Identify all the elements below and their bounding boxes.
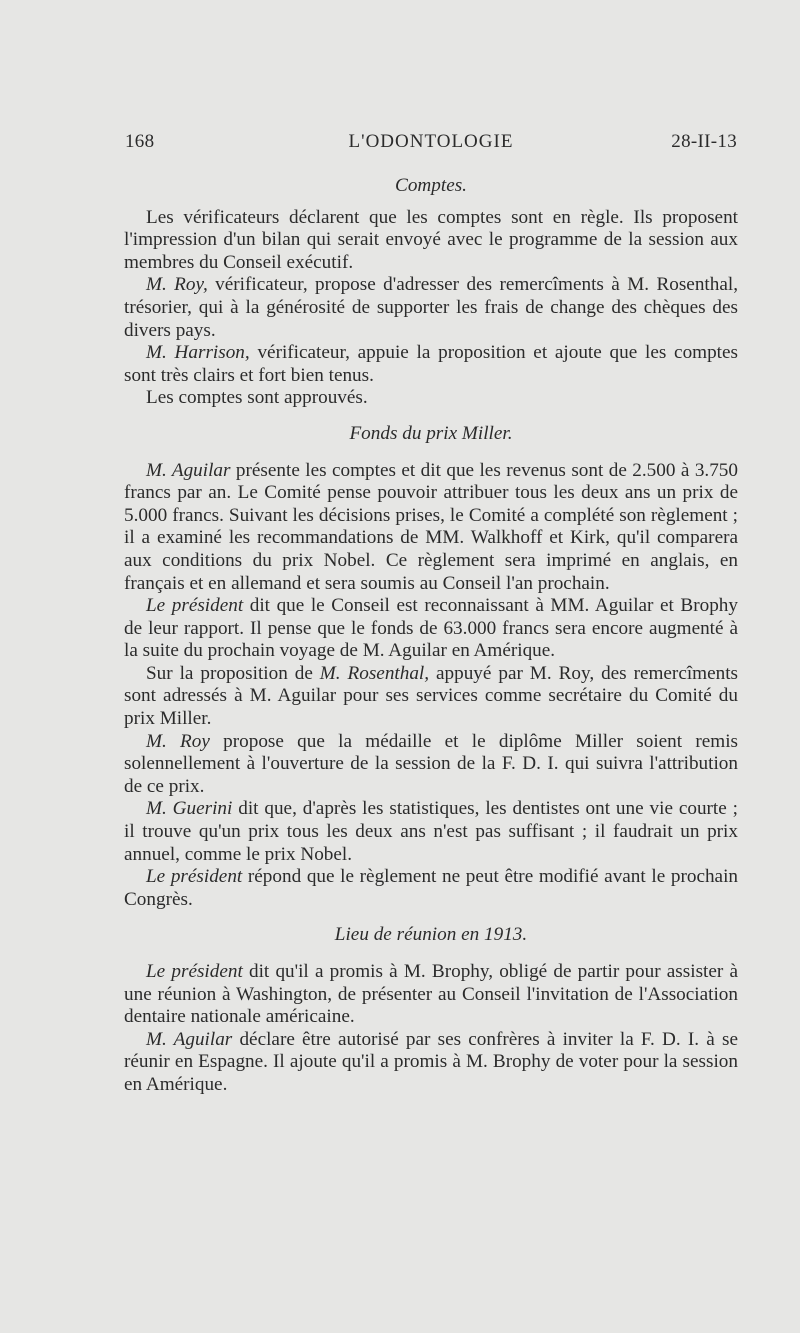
paragraph-text: dit qu'il a promis à M. Brophy, obligé de partir pour assister à une réunion à Washington, de présenter au Conseil l'invitation de l'Association dentaire nationale américaine. [124, 961, 738, 1028]
paragraph-text: vérificateur, propose d'adresser des remercîments à M. Rosenthal, trésorier, qui à la générosité de supporter les frais de change des chèques des divers pays. [124, 274, 738, 341]
paragraph-text: dit que, d'après les statistiques, les dentistes ont une vie courte ; il trouve qu'un prix tous les deux ans n'est pas suffisant ; il faudrait un prix annuel, comme le prix Nobel. [124, 798, 738, 865]
section-heading-lieu-reunion: Lieu de réunion en 1913. [334, 924, 528, 946]
paragraph [124, 595, 738, 663]
speaker-name: M. Aguilar [146, 1028, 233, 1050]
paragraph [124, 274, 738, 342]
paragraph [124, 866, 738, 911]
speaker-name: M. Roy [146, 730, 210, 752]
running-header [125, 131, 737, 161]
paragraph-text: déclare être autorisé par ses confrères à inviter la F. D. I. à se réunir en Espagne. Il ajoute qu'il a promis à M. Brophy de voter pour la session en Amérique. [124, 1028, 738, 1095]
paragraph [124, 1029, 738, 1097]
paragraph [124, 663, 738, 731]
paragraph-text: propose que la médaille et le diplôme Miller soient remis solennellement à l'ouverture de la session de la F. D. I. qui suivra l'attribution de ce prix. [124, 730, 738, 797]
paragraph-text: Sur la proposition de [146, 662, 320, 684]
page-number: 168 [125, 131, 155, 152]
paragraph [124, 961, 738, 1029]
section-heading-comptes: Comptes. [395, 175, 467, 196]
paragraph [124, 731, 738, 799]
speaker-name: Le président [146, 595, 244, 617]
speaker-name: M. Roy, [146, 274, 208, 296]
speaker-name: M. Rosenthal, [319, 662, 430, 684]
speaker-name: Le président [146, 961, 243, 982]
journal-title: L'ODONTOLOGIE [348, 131, 514, 152]
speaker-name: Le président [146, 866, 243, 888]
paragraph [124, 342, 738, 387]
page-body [124, 172, 738, 1097]
speaker-name: M. Harrison, [146, 342, 250, 364]
paragraph-text: présente les comptes et dit que les revenus sont de 2.500 à 3.750 francs par an. Le Comité pense pouvoir attribuer tous les deux ans un prix de 5.000 francs. Suivant les décisions prises, le Comité a complété son règlement ; il a examiné les recommandations de MM. Walkhoff et Kirk, qu'il comparera aux conditions du prix Nobel. Ce règlement sera imprimé en anglais, en français et en allemand et sera soumis au Conseil l'an prochain. [124, 459, 738, 594]
speaker-name: M. Guerini [146, 798, 233, 820]
speaker-name: M. Aguilar [146, 459, 231, 481]
issue-date: 28-II-13 [671, 131, 737, 152]
paragraph [124, 798, 738, 866]
paragraph-text: appuyé par M. Roy, des remercîments sont adressés à M. Aguilar pour ses services comme secrétaire du Comité du prix Miller. [124, 662, 738, 730]
paragraph [124, 460, 738, 596]
paragraph-text: vérificateur, appuie la proposition et ajoute que les comptes sont très clairs et fort bien tenus. [124, 342, 738, 386]
paragraph [124, 207, 738, 275]
paragraph-text: Les comptes sont approuvés. [146, 387, 368, 409]
paragraph-text: Les vérificateurs déclarent que les comptes sont en règle. Ils proposent l'impression d'un bilan qui serait envoyé avec le programme de la session aux membres du Conseil exécutif. [124, 206, 738, 273]
paragraph-text: dit que le Conseil est reconnaissant à MM. Aguilar et Brophy de leur rapport. Il pense que le fonds de 63.000 francs sera encore augmenté à la suite du prochain voyage de M. Aguilar en Amérique. [124, 595, 738, 662]
paragraph [124, 387, 738, 410]
section-heading-fonds-prix-miller: Fonds du prix Miller. [349, 422, 513, 444]
paragraph-text: répond que le règlement ne peut être modifié avant le prochain Congrès. [124, 866, 738, 910]
